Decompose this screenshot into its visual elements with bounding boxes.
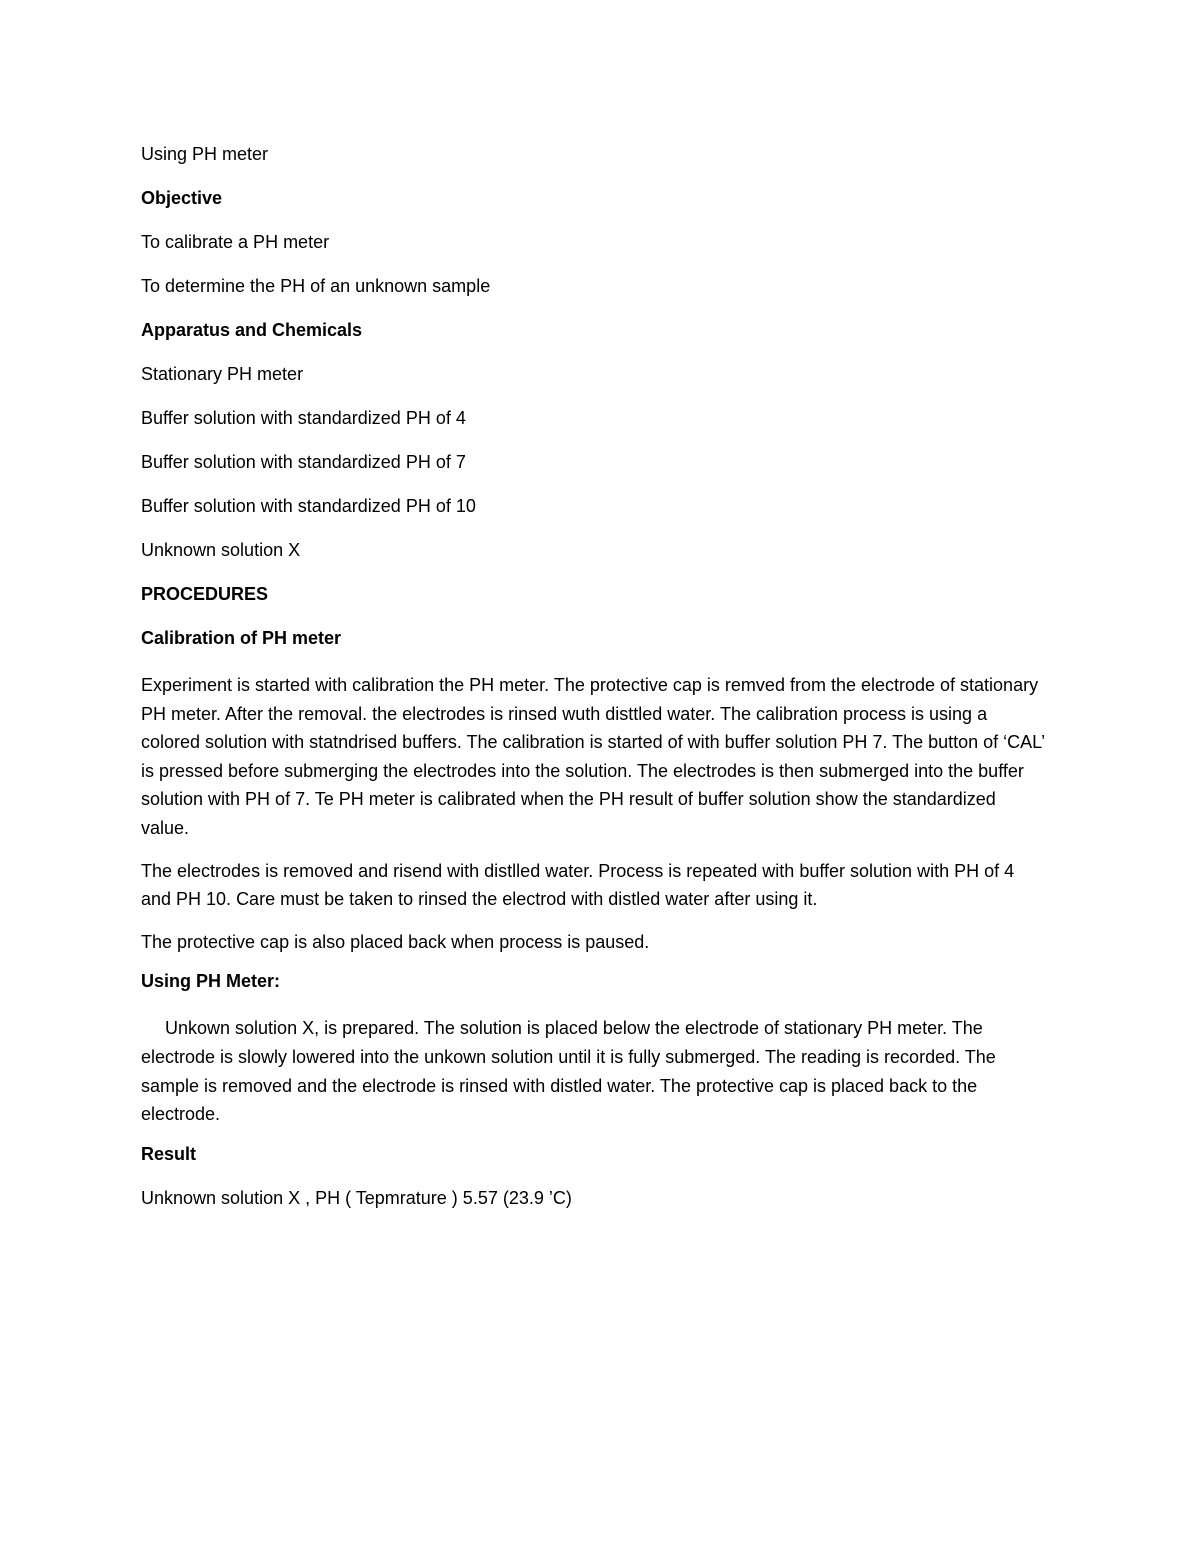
document-title: Using PH meter: [141, 144, 269, 164]
objective-heading: Objective: [141, 188, 223, 208]
document-body: [141, 143, 1061, 1231]
calibration-heading: Calibration of PH meter: [141, 628, 342, 648]
apparatus-item: Buffer solution with standardized PH of 10: [141, 496, 476, 516]
using-paragraph: Unkown solution X, is prepared. The solution is placed below the electrode of stationary PH meter. The electrode is slowly lowered into the unkown solution until it is fully submerged. The reading is recorded. The sample is removed and the electrode is rinsed with distled water. The protective cap is placed back to the electrode.: [141, 1018, 996, 1125]
using-heading: Using PH Meter:: [141, 971, 281, 992]
objective-item: To determine the PH of an unknown sample: [141, 276, 491, 296]
apparatus-item: Buffer solution with standardized PH of 7: [141, 452, 466, 472]
calibration-paragraph: The electrodes is removed and risend with distlled water. Process is repeated with buffer solution with PH of 4 and PH 10. Care must be taken to rinsed the electrod with distled water after using it.: [141, 860, 1015, 910]
apparatus-item: Buffer solution with standardized PH of 4: [141, 408, 466, 428]
result-heading: Result: [141, 1143, 197, 1164]
calibration-paragraph: The protective cap is also placed back when process is paused.: [141, 931, 650, 952]
calibration-paragraph: Experiment is started with calibration the PH meter. The protective cap is remved from the electrode of stationary PH meter. After the removal. the electrodes is rinsed wuth disttled water. The calibration process is using a colored solution with statndrised buffers. The calibration is started of with buffer solution PH 7. The button of ‘CAL’ is pressed before submerging the electrodes into the solution. The electrodes is then submerged into the buffer solution with PH of 7. Te PH meter is calibrated when the PH result of buffer solution show the standardized value.: [141, 675, 1045, 838]
apparatus-heading: Apparatus and Chemicals: [141, 320, 363, 340]
objective-item: To calibrate a PH meter: [141, 232, 330, 252]
apparatus-item: Unknown solution X: [141, 540, 301, 560]
apparatus-item: Stationary PH meter: [141, 364, 304, 384]
result-text: Unknown solution X , PH ( Tepmrature ) 5.57 (23.9 ’C): [141, 1187, 572, 1208]
procedures-heading: PROCEDURES: [141, 584, 269, 604]
